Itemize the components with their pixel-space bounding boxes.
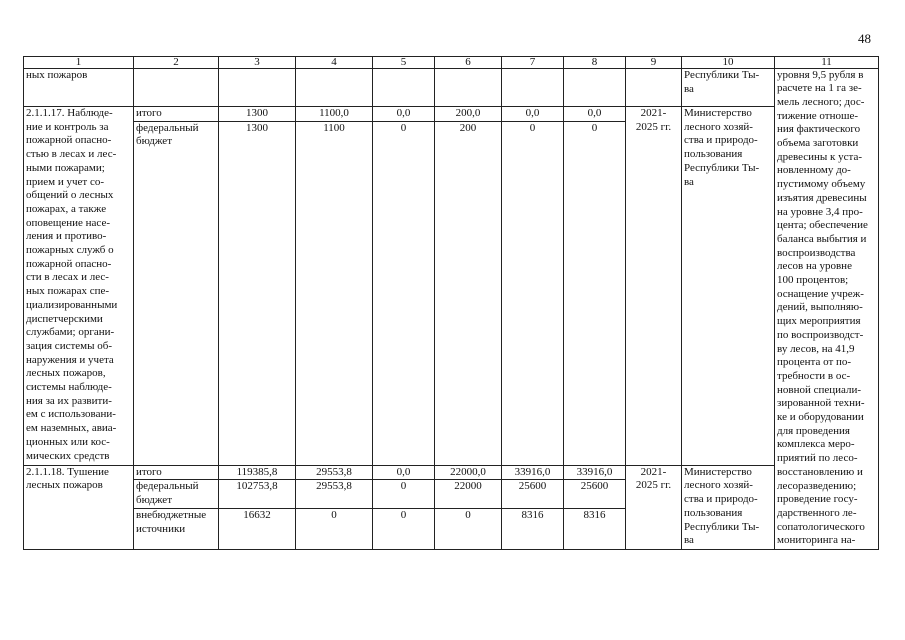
text-line: щих мероприятия: [777, 315, 861, 328]
text-line: пожарной опасно-: [26, 257, 112, 270]
text-line: ва: [684, 175, 694, 188]
text-line: 2025 гг.: [635, 479, 672, 492]
text-line: 2.1.1.17. Наблюде-: [26, 107, 113, 119]
text-line: стью в лесах и лес-: [26, 148, 117, 161]
text-line: пожарах, а также: [26, 202, 107, 215]
text-line: требности в ос-: [777, 369, 851, 382]
text-line: лесных пожаров,: [26, 367, 106, 380]
text-line: мониторинга на-: [777, 534, 856, 547]
text-line: приятий по лесо-: [777, 452, 858, 465]
period-cell: [626, 107, 682, 466]
executor-cell: [682, 465, 775, 549]
header-cell: 5: [373, 57, 435, 69]
text-line: ния за их развити-: [26, 394, 112, 407]
text-line: системы наблюде-: [26, 381, 112, 394]
text-line: оснащение учреж-: [777, 287, 864, 300]
text-line: Министерство: [684, 107, 752, 119]
text-line: диспетчерскими: [26, 312, 103, 325]
funding-source-cell: [134, 508, 219, 549]
header-cell: 8: [564, 57, 626, 69]
empty-cell: [296, 69, 373, 107]
header-cell: 3: [219, 57, 296, 69]
text-line: итого: [136, 107, 162, 119]
text-line: уровня 9,5 рубля в: [777, 68, 864, 81]
text-line: 2021-: [640, 107, 667, 119]
text-line: пользования: [684, 506, 743, 519]
text-line: лесных пожаров: [26, 479, 103, 492]
text-line: Республики Ты-: [684, 520, 760, 533]
text-line: федеральный: [136, 121, 199, 134]
text-line: ем наземных, авиа-: [26, 422, 117, 435]
text-line: бюджет: [136, 494, 172, 507]
executor-cell: [682, 107, 775, 466]
value-cell: 33916,0: [502, 465, 564, 480]
text-line: службами; органи-: [26, 326, 115, 339]
text-line: пользования: [684, 148, 743, 161]
text-line: Министерство: [684, 465, 752, 478]
value-cell: 22000,0: [435, 465, 502, 480]
funding-source-cell: [134, 465, 219, 480]
text-line: 2025 гг.: [635, 120, 672, 133]
text-line: 2.1.1.18. Тушение: [26, 465, 109, 478]
text-line: ными пожарами;: [26, 161, 105, 174]
value-cell: 25600: [502, 480, 564, 508]
text-line: для проведения: [777, 424, 850, 437]
empty-cell: [219, 69, 296, 107]
text-line: ства и природо-: [684, 134, 758, 147]
page-number: 48: [858, 31, 871, 46]
header-cell: 6: [435, 57, 502, 69]
value-cell: 16632: [219, 508, 296, 549]
text-line: тижение отноше-: [777, 109, 859, 122]
text-line: бюджет: [136, 135, 172, 148]
text-line: ние и контроль за: [26, 120, 109, 133]
text-line: по воспроизводст-: [777, 328, 864, 341]
text-line: восстановлению и: [777, 465, 863, 478]
value-cell: 0,0: [373, 107, 435, 122]
text-line: лесного хозяй-: [684, 479, 753, 492]
table-row: [24, 107, 879, 122]
funding-source-cell: [134, 107, 219, 122]
column-number-row: [24, 57, 879, 69]
text-line: ем с использовани-: [26, 408, 116, 421]
program-table: [23, 56, 879, 550]
value-cell: 0: [502, 121, 564, 465]
value-cell: 1300: [219, 107, 296, 122]
text-line: лесного хозяй-: [684, 120, 753, 133]
text-line: ва: [684, 82, 694, 95]
table-row: [24, 465, 879, 480]
value-cell: 29553,8: [296, 465, 373, 480]
text-line: ке и оборудовании: [777, 411, 864, 424]
text-line: Республики Ты-: [684, 161, 760, 174]
header-cell: 1: [24, 57, 134, 69]
text-line: дарственного ле-: [777, 507, 857, 519]
text-line: лесоразведению;: [777, 479, 857, 492]
text-line: оповещение насе-: [26, 216, 110, 229]
value-cell: 0: [373, 508, 435, 549]
text-line: ства и природо-: [684, 493, 758, 506]
text-line: внебюджетные: [136, 508, 207, 521]
value-cell: 8316: [564, 508, 626, 549]
value-cell: 25600: [564, 480, 626, 508]
value-cell: 0,0: [564, 107, 626, 122]
header-cell: 10: [682, 57, 775, 69]
value-cell: 119385,8: [219, 465, 296, 480]
text-line: проведение госу-: [777, 493, 858, 506]
text-line: источники: [136, 522, 186, 535]
text-line: зация системы об-: [26, 339, 113, 352]
value-cell: 29553,8: [296, 480, 373, 508]
results-cell: [775, 68, 879, 550]
text-line: 2021-: [640, 465, 667, 478]
funding-source-cell: [134, 480, 219, 508]
value-cell: 0: [564, 121, 626, 465]
value-cell: 0,0: [373, 465, 435, 480]
text-line: цента; обеспечение: [777, 219, 868, 232]
text-line: ву лесов, на 41,9: [777, 342, 855, 355]
value-cell: 0,0: [502, 107, 564, 122]
header-cell: 4: [296, 57, 373, 69]
text-line: итого: [136, 465, 162, 478]
value-cell: 8316: [502, 508, 564, 549]
header-cell: 2: [134, 57, 219, 69]
value-cell: 33916,0: [564, 465, 626, 480]
value-cell: 200,0: [435, 107, 502, 122]
value-cell: 1300: [219, 121, 296, 465]
text-line: общений о лесных: [26, 189, 114, 202]
empty-cell: [626, 69, 682, 107]
empty-cell: [564, 69, 626, 107]
text-line: наружения и учета: [26, 353, 114, 366]
text-line: мических средств: [26, 449, 110, 462]
text-line: ционных или кос-: [26, 435, 110, 448]
text-line: 100 процентов;: [777, 274, 849, 287]
measure-name-cell: [24, 465, 134, 549]
header-cell: 11: [775, 57, 879, 69]
text-line: мель лесного; дос-: [777, 95, 865, 108]
value-cell: 0: [296, 508, 373, 549]
text-line: сопатологического: [777, 520, 865, 533]
value-cell: 1100: [296, 121, 373, 465]
text-line: древесины к уста-: [777, 150, 863, 163]
text-line: ления и противо-: [26, 230, 107, 243]
text-line: изъятия древесины: [777, 191, 867, 204]
text-line: расчете на 1 га зе-: [777, 82, 862, 95]
text-line: лесов на уровне: [777, 260, 852, 273]
header-cell: 7: [502, 57, 564, 69]
value-cell: 1100,0: [296, 107, 373, 122]
empty-cell: [134, 69, 219, 107]
text-line: циализированными: [26, 298, 118, 311]
text-line: комплекса меро-: [777, 438, 855, 451]
continuation-row: [24, 69, 879, 107]
text-line: баланса выбытия и: [777, 232, 867, 245]
text-line: ных пожарах спе-: [26, 285, 110, 298]
text-line: ва: [684, 534, 694, 547]
value-cell: 22000: [435, 480, 502, 508]
text-line: Республики Ты-: [684, 69, 760, 81]
value-cell: 0: [435, 508, 502, 549]
text-line: ния фактического: [777, 123, 861, 136]
text-line: зированной техни-: [777, 397, 865, 410]
header-cell: 9: [626, 57, 682, 69]
text-line: пожарных служб о: [26, 244, 114, 257]
value-cell: 200: [435, 121, 502, 465]
text-line: объема заготовки: [777, 137, 859, 150]
text-line: прием и учет со-: [26, 175, 105, 188]
text-line: воспроизводства: [777, 246, 856, 259]
text-line: федеральный: [136, 480, 199, 493]
executor-cell: [682, 69, 775, 107]
funding-source-cell: [134, 121, 219, 465]
text-line: сти в лесах и лес-: [26, 271, 109, 284]
empty-cell: [435, 69, 502, 107]
text-line: ных пожаров: [26, 69, 88, 81]
measure-name-cell: [24, 69, 134, 107]
empty-cell: [502, 69, 564, 107]
results-text: [777, 69, 868, 549]
value-cell: 0: [373, 480, 435, 508]
text-line: пожарной опасно-: [26, 134, 112, 147]
text-line: дений, выполняю-: [777, 301, 863, 314]
text-line: пустимому объему: [777, 178, 866, 191]
measure-name-cell: [24, 107, 134, 466]
value-cell: 0: [373, 121, 435, 465]
empty-cell: [373, 69, 435, 107]
text-line: на уровне 3,4 про-: [777, 205, 863, 218]
text-line: процента от по-: [777, 356, 852, 369]
period-cell: [626, 465, 682, 549]
text-line: новленному до-: [777, 164, 851, 177]
value-cell: 102753,8: [219, 480, 296, 508]
text-line: новной специали-: [777, 383, 862, 396]
